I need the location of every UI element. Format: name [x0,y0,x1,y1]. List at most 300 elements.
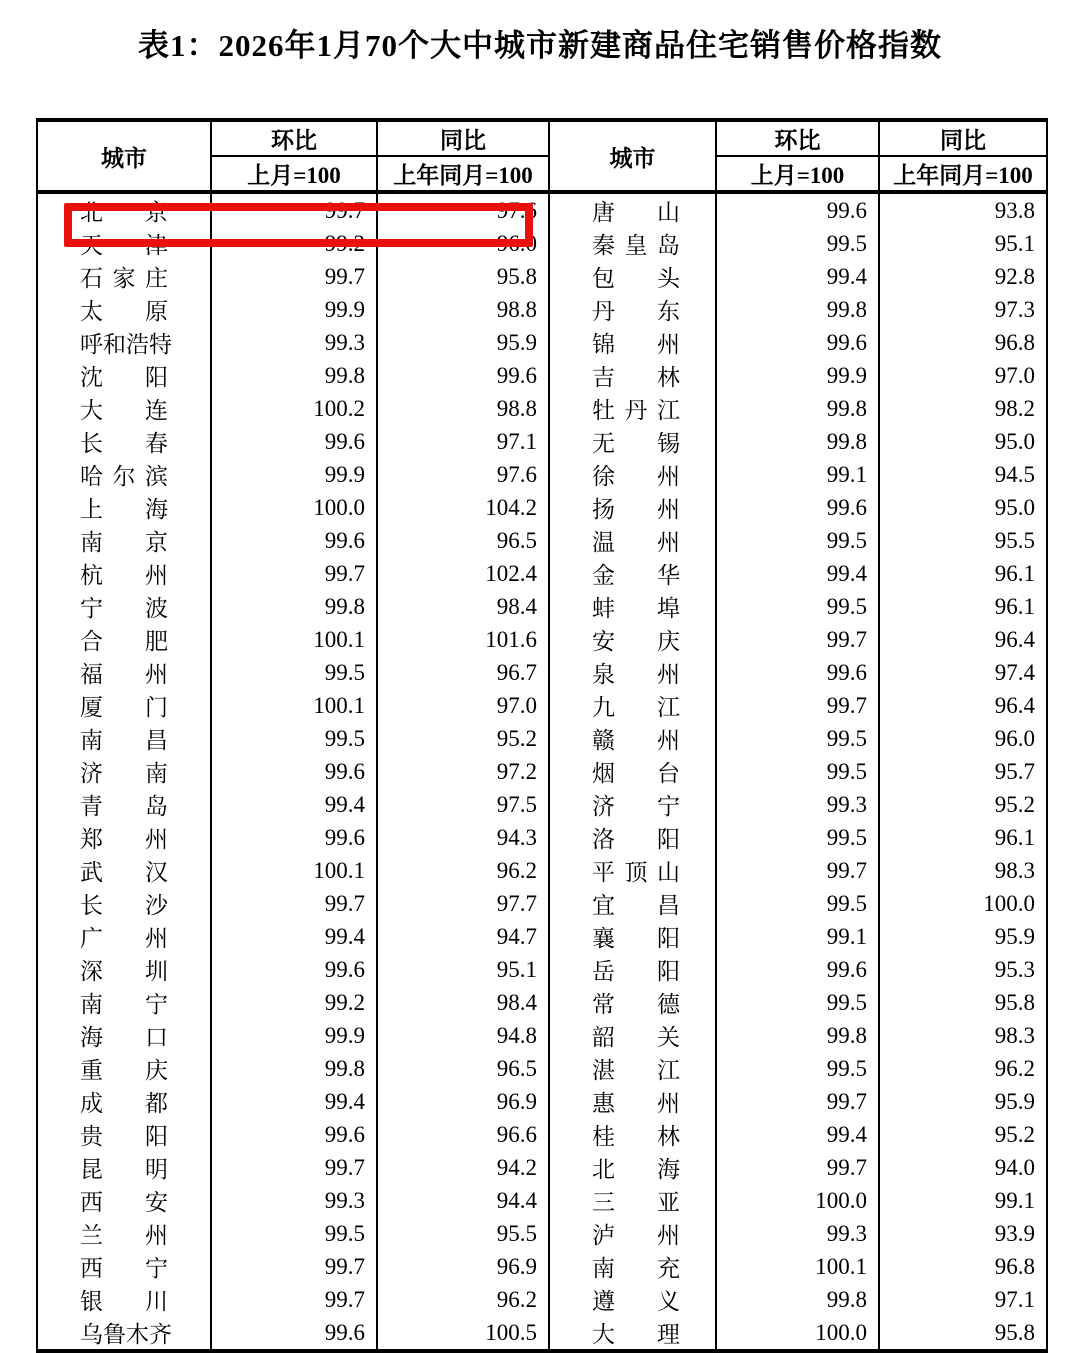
table-row [37,590,1047,623]
yoy-value: 96.2 [377,1283,549,1316]
city-cell [549,192,716,227]
yoy-value: 95.8 [377,260,549,293]
mom-value: 99.7 [716,1151,879,1184]
table-row [37,458,1047,491]
yoy-value: 96.9 [377,1085,549,1118]
city-name: 扬 州 [592,497,680,522]
mom-value: 99.4 [716,260,879,293]
mom-value: 99.7 [211,260,377,293]
city-cell [37,557,211,590]
city-cell [549,458,716,491]
yoy-value: 95.1 [879,227,1047,260]
city-cell [549,590,716,623]
city-cell [549,854,716,887]
table-row [37,623,1047,656]
mom-value: 99.7 [716,854,879,887]
city-name: 锦 州 [592,332,680,357]
city-cell [37,524,211,557]
city-name: 武 汉 [80,860,168,885]
yoy-value: 95.7 [879,755,1047,788]
city-name: 安 庆 [592,629,680,654]
price-index-table [36,118,1048,1353]
yoy-value: 98.8 [377,392,549,425]
yoy-value: 96.5 [377,1052,549,1085]
mom-value: 99.4 [211,920,377,953]
city-cell [37,986,211,1019]
mom-value: 99.6 [211,524,377,557]
mom-value: 99.3 [716,788,879,821]
city-cell [549,1217,716,1250]
table-row [37,326,1047,359]
city-name: 九 江 [592,695,680,720]
city-name: 湛 江 [592,1058,680,1083]
city-name: 金 华 [592,563,680,588]
table-row [37,821,1047,854]
mom-value: 99.5 [716,986,879,1019]
header-mom-left: 环比 [211,120,377,156]
table-row [37,722,1047,755]
mom-value: 99.6 [211,1118,377,1151]
city-cell [37,1052,211,1085]
city-cell [37,192,211,227]
yoy-value: 93.8 [879,192,1047,227]
mom-value: 99.7 [211,192,377,227]
mom-value: 99.8 [716,1019,879,1052]
yoy-value: 100.5 [377,1316,549,1351]
header-yoy-right: 同比 [879,120,1047,156]
yoy-value: 97.3 [879,293,1047,326]
mom-value: 99.8 [211,359,377,392]
header-yoy-base-right: 上年同月=100 [879,156,1047,192]
table-body [37,192,1047,1351]
city-cell [37,656,211,689]
city-cell [37,1019,211,1052]
yoy-value: 95.9 [879,920,1047,953]
city-name: 呼 和 浩 特 [80,332,172,357]
yoy-value: 100.0 [879,887,1047,920]
yoy-value: 96.2 [879,1052,1047,1085]
table-row [37,227,1047,260]
yoy-value: 101.6 [377,623,549,656]
city-name: 岳 阳 [592,959,680,984]
mom-value: 100.1 [211,623,377,656]
yoy-value: 97.0 [879,359,1047,392]
yoy-value: 97.5 [377,788,549,821]
city-name: 长 沙 [80,893,168,918]
yoy-value: 95.2 [879,788,1047,821]
city-cell [37,293,211,326]
mom-value: 99.6 [716,326,879,359]
city-name: 天 津 [80,233,168,258]
city-name: 洛 阳 [592,827,680,852]
yoy-value: 95.1 [377,953,549,986]
city-name: 济 南 [80,761,168,786]
yoy-value: 99.1 [879,1184,1047,1217]
mom-value: 99.8 [716,392,879,425]
table-row [37,788,1047,821]
mom-value: 100.0 [211,491,377,524]
city-name: 常 德 [592,992,680,1017]
city-name: 重 庆 [80,1058,168,1083]
mom-value: 99.9 [211,1019,377,1052]
mom-value: 99.1 [716,920,879,953]
yoy-value: 96.8 [879,326,1047,359]
city-name: 泉 州 [592,662,680,687]
yoy-value: 96.4 [879,623,1047,656]
mom-value: 99.7 [716,1085,879,1118]
city-name: 济 宁 [592,794,680,819]
city-name: 泸 州 [592,1223,680,1248]
table-row [37,854,1047,887]
city-cell [549,656,716,689]
mom-value: 99.7 [211,1283,377,1316]
mom-value: 99.6 [211,755,377,788]
table-row [37,1052,1047,1085]
mom-value: 99.3 [211,1184,377,1217]
city-name: 丹 东 [592,299,680,324]
city-name: 沈 阳 [80,365,168,390]
yoy-value: 96.0 [377,227,549,260]
city-name: 厦 门 [80,695,168,720]
mom-value: 99.6 [211,425,377,458]
city-name: 上 海 [80,497,168,522]
yoy-value: 95.9 [377,326,549,359]
mom-value: 99.6 [716,656,879,689]
yoy-value: 98.3 [879,854,1047,887]
city-cell [37,1184,211,1217]
mom-value: 99.5 [716,524,879,557]
table-row [37,755,1047,788]
table-row [37,689,1047,722]
city-name: 烟 台 [592,761,680,786]
city-name: 西 安 [80,1190,168,1215]
mom-value: 99.2 [211,227,377,260]
city-cell [549,1283,716,1316]
city-cell [549,293,716,326]
city-cell [37,821,211,854]
table-row [37,986,1047,1019]
city-cell [549,524,716,557]
table-row [37,557,1047,590]
city-cell [549,920,716,953]
mom-value: 99.9 [716,359,879,392]
table-row [37,1250,1047,1283]
mom-value: 100.1 [716,1250,879,1283]
city-cell [37,722,211,755]
mom-value: 99.5 [716,821,879,854]
city-cell [549,788,716,821]
mom-value: 99.4 [211,788,377,821]
city-cell [37,689,211,722]
yoy-value: 95.3 [879,953,1047,986]
city-name: 襄 阳 [592,926,680,951]
mom-value: 99.7 [211,1250,377,1283]
city-cell [549,392,716,425]
yoy-value: 94.0 [879,1151,1047,1184]
mom-value: 100.1 [211,854,377,887]
city-name: 合 肥 [80,629,168,654]
yoy-value: 95.2 [377,722,549,755]
city-cell [549,1085,716,1118]
city-name: 牡 丹 江 [592,398,680,423]
page-title: 表1：2026年1月70个大中城市新建商品住宅销售价格指数 [138,28,942,63]
city-cell [37,1118,211,1151]
mom-value: 99.6 [211,821,377,854]
city-name: 成 都 [80,1091,168,1116]
yoy-value: 96.5 [377,524,549,557]
city-cell [549,953,716,986]
yoy-value: 94.4 [377,1184,549,1217]
city-cell [37,920,211,953]
yoy-value: 95.8 [879,986,1047,1019]
mom-value: 99.8 [716,293,879,326]
city-name: 青 岛 [80,794,168,819]
city-name: 北 海 [592,1157,680,1182]
table-row [37,293,1047,326]
table-row [37,192,1047,227]
city-cell [37,887,211,920]
city-cell [37,392,211,425]
mom-value: 100.0 [716,1316,879,1351]
city-name: 包 头 [592,266,680,291]
city-cell [549,887,716,920]
city-name: 贵 阳 [80,1124,168,1149]
mom-value: 99.6 [716,491,879,524]
mom-value: 99.5 [716,590,879,623]
mom-value: 99.4 [211,1085,377,1118]
city-cell [549,1316,716,1351]
yoy-value: 98.3 [879,1019,1047,1052]
city-name: 大 连 [80,398,168,423]
city-cell [549,1118,716,1151]
mom-value: 99.9 [211,293,377,326]
city-name: 赣 州 [592,728,680,753]
city-name: 南 京 [80,530,168,555]
city-cell [37,458,211,491]
mom-value: 99.6 [211,953,377,986]
city-name: 西 宁 [80,1256,168,1281]
yoy-value: 96.6 [377,1118,549,1151]
yoy-value: 96.1 [879,590,1047,623]
yoy-value: 94.8 [377,1019,549,1052]
mom-value: 99.5 [211,722,377,755]
city-name: 福 州 [80,662,168,687]
yoy-value: 97.1 [377,425,549,458]
city-cell [549,260,716,293]
city-cell [549,755,716,788]
header-city-right: 城市 [549,120,716,192]
yoy-value: 104.2 [377,491,549,524]
city-name: 太 原 [80,299,168,324]
mom-value: 99.6 [211,1316,377,1351]
mom-value: 99.7 [211,557,377,590]
city-cell [549,1019,716,1052]
city-name: 南 昌 [80,728,168,753]
city-name: 桂 林 [592,1124,680,1149]
mom-value: 99.5 [716,887,879,920]
mom-value: 99.5 [716,722,879,755]
city-cell [549,1052,716,1085]
city-name: 徐 州 [592,464,680,489]
city-name: 大 理 [592,1322,680,1347]
yoy-value: 94.5 [879,458,1047,491]
yoy-value: 94.2 [377,1151,549,1184]
mom-value: 99.5 [716,227,879,260]
city-cell [37,1151,211,1184]
city-cell [549,722,716,755]
yoy-value: 102.4 [377,557,549,590]
yoy-value: 96.4 [879,689,1047,722]
yoy-value: 95.9 [879,1085,1047,1118]
yoy-value: 96.9 [377,1250,549,1283]
city-name: 宜 昌 [592,893,680,918]
city-name: 郑 州 [80,827,168,852]
city-name: 南 充 [592,1256,680,1281]
city-cell [549,359,716,392]
city-cell [549,623,716,656]
city-name: 乌 鲁 木 齐 [80,1322,172,1347]
yoy-value: 97.2 [377,755,549,788]
city-name: 广 州 [80,926,168,951]
city-name: 兰 州 [80,1223,168,1248]
yoy-value: 95.0 [879,425,1047,458]
mom-value: 99.9 [211,458,377,491]
city-cell [37,1217,211,1250]
yoy-value: 97.6 [377,458,549,491]
mom-value: 100.1 [211,689,377,722]
table-row [37,1019,1047,1052]
mom-value: 99.5 [716,1052,879,1085]
city-cell [37,227,211,260]
yoy-value: 97.0 [377,689,549,722]
city-cell [37,854,211,887]
yoy-value: 92.8 [879,260,1047,293]
city-name: 吉 林 [592,365,680,390]
mom-value: 100.0 [716,1184,879,1217]
yoy-value: 96.1 [879,557,1047,590]
mom-value: 99.8 [211,590,377,623]
city-cell [37,788,211,821]
mom-value: 99.3 [716,1217,879,1250]
city-name: 杭 州 [80,563,168,588]
yoy-value: 95.8 [879,1316,1047,1351]
city-name: 深 圳 [80,959,168,984]
yoy-value: 96.7 [377,656,549,689]
table-row [37,491,1047,524]
city-name: 南 宁 [80,992,168,1017]
mom-value: 100.2 [211,392,377,425]
table-row [37,887,1047,920]
city-name: 遵 义 [592,1289,680,1314]
city-name: 秦 皇 岛 [592,233,680,258]
city-name: 海 口 [80,1025,168,1050]
city-cell [37,425,211,458]
table-row [37,260,1047,293]
table-row [37,1316,1047,1351]
mom-value: 99.7 [211,887,377,920]
city-cell [549,1184,716,1217]
city-cell [37,623,211,656]
table-row [37,1283,1047,1316]
table-row [37,1184,1047,1217]
mom-value: 99.6 [716,953,879,986]
table-row [37,425,1047,458]
yoy-value: 97.7 [377,887,549,920]
yoy-value: 93.9 [879,1217,1047,1250]
table-row [37,1217,1047,1250]
yoy-value: 97.4 [879,656,1047,689]
yoy-value: 95.5 [377,1217,549,1250]
city-cell [549,326,716,359]
city-name: 唐 山 [592,200,680,225]
header-mom-right: 环比 [716,120,879,156]
mom-value: 99.5 [211,656,377,689]
yoy-value: 95.5 [879,524,1047,557]
mom-value: 99.7 [716,689,879,722]
mom-value: 99.6 [716,192,879,227]
yoy-value: 95.0 [879,491,1047,524]
city-name: 银 川 [80,1289,168,1314]
mom-value: 99.3 [211,326,377,359]
city-cell [37,953,211,986]
mom-value: 99.7 [211,1151,377,1184]
table-row [37,920,1047,953]
mom-value: 99.1 [716,458,879,491]
yoy-value: 99.6 [377,359,549,392]
mom-value: 99.8 [211,1052,377,1085]
mom-value: 99.7 [716,623,879,656]
city-cell [37,491,211,524]
mom-value: 99.2 [211,986,377,1019]
mom-value: 99.8 [716,1283,879,1316]
yoy-value: 98.4 [377,986,549,1019]
yoy-value: 98.4 [377,590,549,623]
mom-value: 99.4 [716,1118,879,1151]
city-cell [37,1283,211,1316]
city-cell [37,260,211,293]
header-mom-base-left: 上月=100 [211,156,377,192]
header-yoy-left: 同比 [377,120,549,156]
city-name: 石 家 庄 [80,266,168,291]
city-cell [37,590,211,623]
table-row [37,1151,1047,1184]
yoy-value: 97.6 [377,192,549,227]
city-name: 韶 关 [592,1025,680,1050]
header-city-left: 城市 [101,145,147,171]
city-name: 平 顶 山 [592,860,680,885]
yoy-value: 95.2 [879,1118,1047,1151]
city-cell [549,1151,716,1184]
city-cell [549,986,716,1019]
city-cell [549,689,716,722]
city-cell [549,227,716,260]
city-cell [549,557,716,590]
city-cell [37,1316,211,1351]
city-name: 哈 尔 滨 [80,464,168,489]
yoy-value: 96.8 [879,1250,1047,1283]
yoy-value: 96.0 [879,722,1047,755]
city-cell [37,1085,211,1118]
mom-value: 99.5 [211,1217,377,1250]
city-name: 昆 明 [80,1157,168,1182]
city-cell [549,491,716,524]
city-cell [549,425,716,458]
yoy-value: 94.3 [377,821,549,854]
table-row [37,392,1047,425]
city-name: 宁 波 [80,596,168,621]
city-cell [549,821,716,854]
yoy-value: 96.1 [879,821,1047,854]
